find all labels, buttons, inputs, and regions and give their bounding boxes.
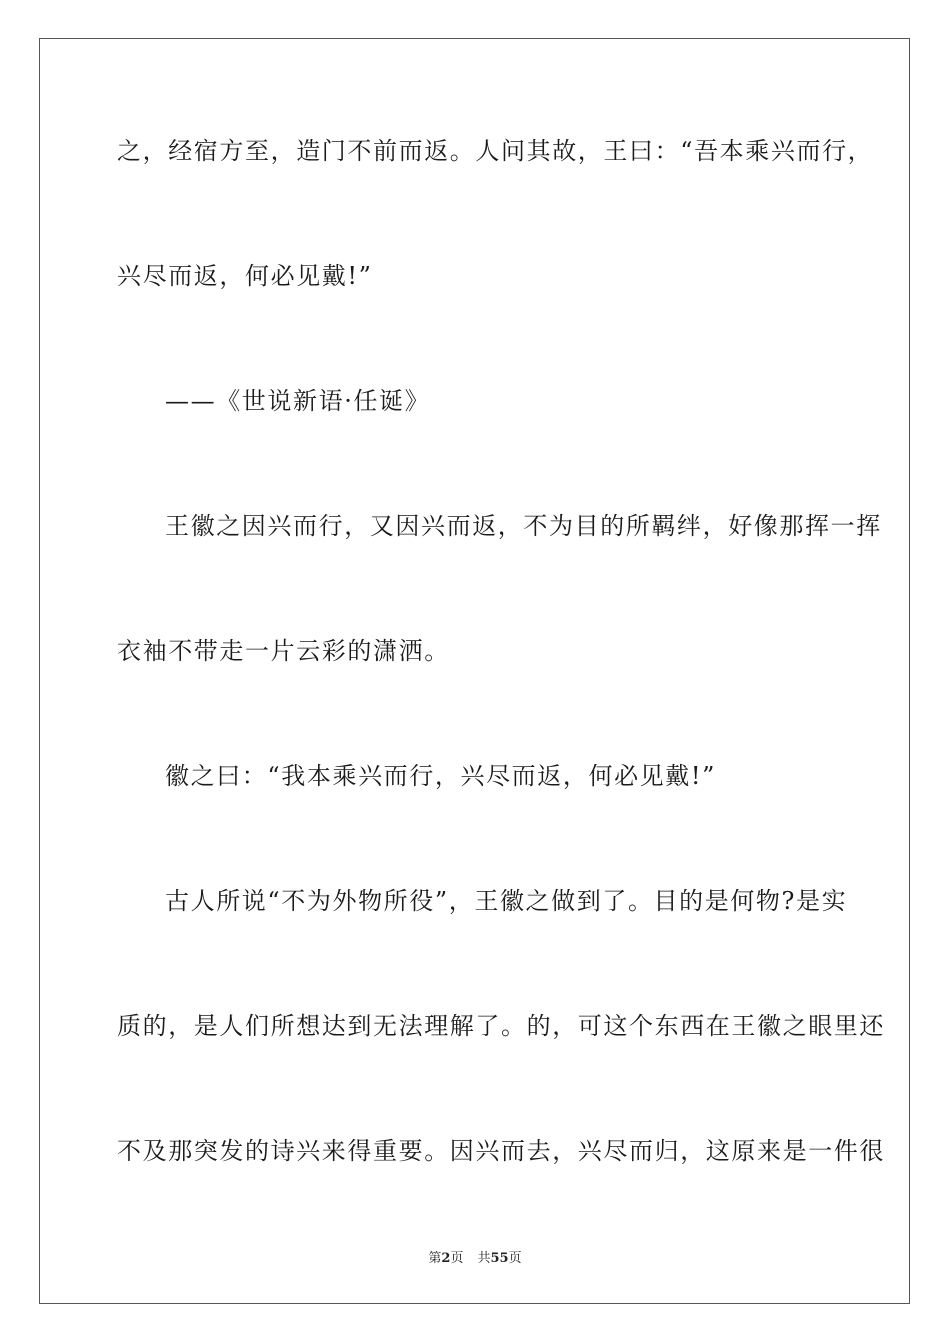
page-prefix: 第 <box>428 1251 442 1266</box>
text-line-5: 衣袖不带走一片云彩的潇洒。 <box>117 637 450 665</box>
text-line-8: 质的，是人们所想达到无法理解了。的，可这个东西在王徽之眼里还 <box>117 1012 885 1040</box>
page-suffix: 页 <box>450 1251 464 1266</box>
text-line-9: 不及那突发的诗兴来得重要。因兴而去，兴尽而归，这原来是一件很 <box>117 1137 885 1165</box>
page-footer <box>0 1247 950 1266</box>
page-number: 2 <box>441 1251 451 1266</box>
total-pages: 55 <box>490 1251 509 1266</box>
total-suffix: 页 <box>508 1251 522 1266</box>
page-border <box>39 38 910 1304</box>
text-line-7: 古人所说“不为外物所役”，王徽之做到了。目的是何物?是实 <box>165 887 848 915</box>
text-line-1: 之，经宿方至，造门不前而返。人问其故，王曰：“吾本乘兴而行， <box>117 137 874 165</box>
text-line-2: 兴尽而返，何必见戴!” <box>117 262 373 290</box>
total-prefix: 共 <box>477 1251 491 1266</box>
text-line-4: 王徽之因兴而行，又因兴而返，不为目的所羁绊，好像那挥一挥 <box>165 512 882 540</box>
text-line-6: 徽之曰：“我本乘兴而行，兴尽而返，何必见戴!” <box>165 762 716 790</box>
citation-line: ——《世说新语·任诞》 <box>165 387 431 415</box>
